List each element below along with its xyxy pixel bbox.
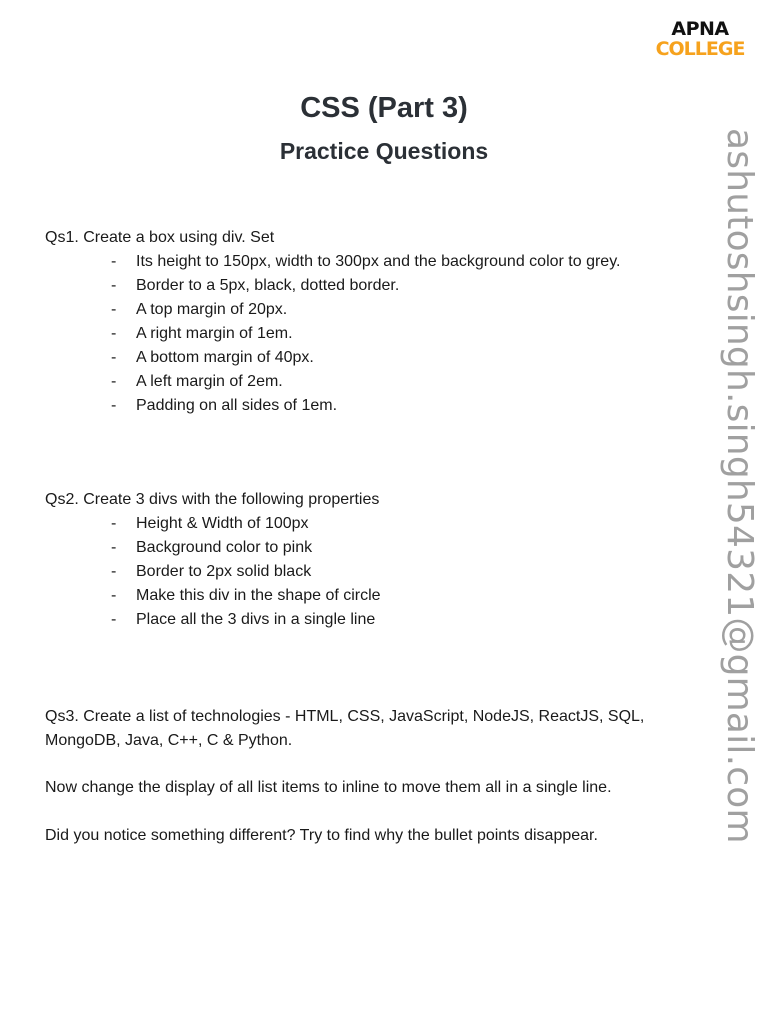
list-item: - A top margin of 20px. (111, 298, 710, 322)
question-3-paragraph-1: Now change the display of all list items to inline to move them all in a single line. (45, 779, 612, 796)
list-item: - Background color to pink (111, 536, 710, 560)
question-2-list (45, 512, 710, 632)
list-item: - Border to a 5px, black, dotted border. (111, 274, 710, 298)
list-item: - A bottom margin of 40px. (111, 346, 710, 370)
page-title: CSS (Part 3) (300, 92, 468, 124)
list-item: - Make this div in the shape of circle (111, 584, 710, 608)
question-1 (45, 226, 710, 418)
list-item: - Padding on all sides of 1em. (111, 394, 710, 418)
logo-text-college: COLLEGE (655, 38, 745, 60)
list-item: - Height & Width of 100px (111, 512, 710, 536)
question-3-heading: Qs3. Create a list of technologies - HTML, CSS, JavaScript, NodeJS, ReactJS, SQL, MongoDB, Java, C++, C & Python. (45, 708, 645, 749)
page-subtitle: Practice Questions (279, 138, 489, 164)
question-1-list (45, 250, 710, 418)
question-2-heading: Qs2. Create 3 divs with the following properties (45, 491, 380, 508)
question-2 (45, 488, 710, 632)
logo-text-apna: APNA (671, 18, 729, 40)
list-item: - Its height to 150px, width to 300px and the background color to grey. (111, 250, 710, 274)
email-watermark: ashutoshsingh.singh54321@gmail.com (719, 128, 760, 844)
list-item: - A left margin of 2em. (111, 370, 710, 394)
brand-logo (654, 20, 746, 59)
question-1-heading: Qs1. Create a box using div. Set (45, 229, 275, 246)
question-3-paragraph-2: Did you notice something different? Try to find why the bullet points disappear. (45, 827, 598, 844)
list-item: - Border to 2px solid black (111, 560, 710, 584)
list-item: - Place all the 3 divs in a single line (111, 608, 710, 632)
list-item: - A right margin of 1em. (111, 322, 710, 346)
